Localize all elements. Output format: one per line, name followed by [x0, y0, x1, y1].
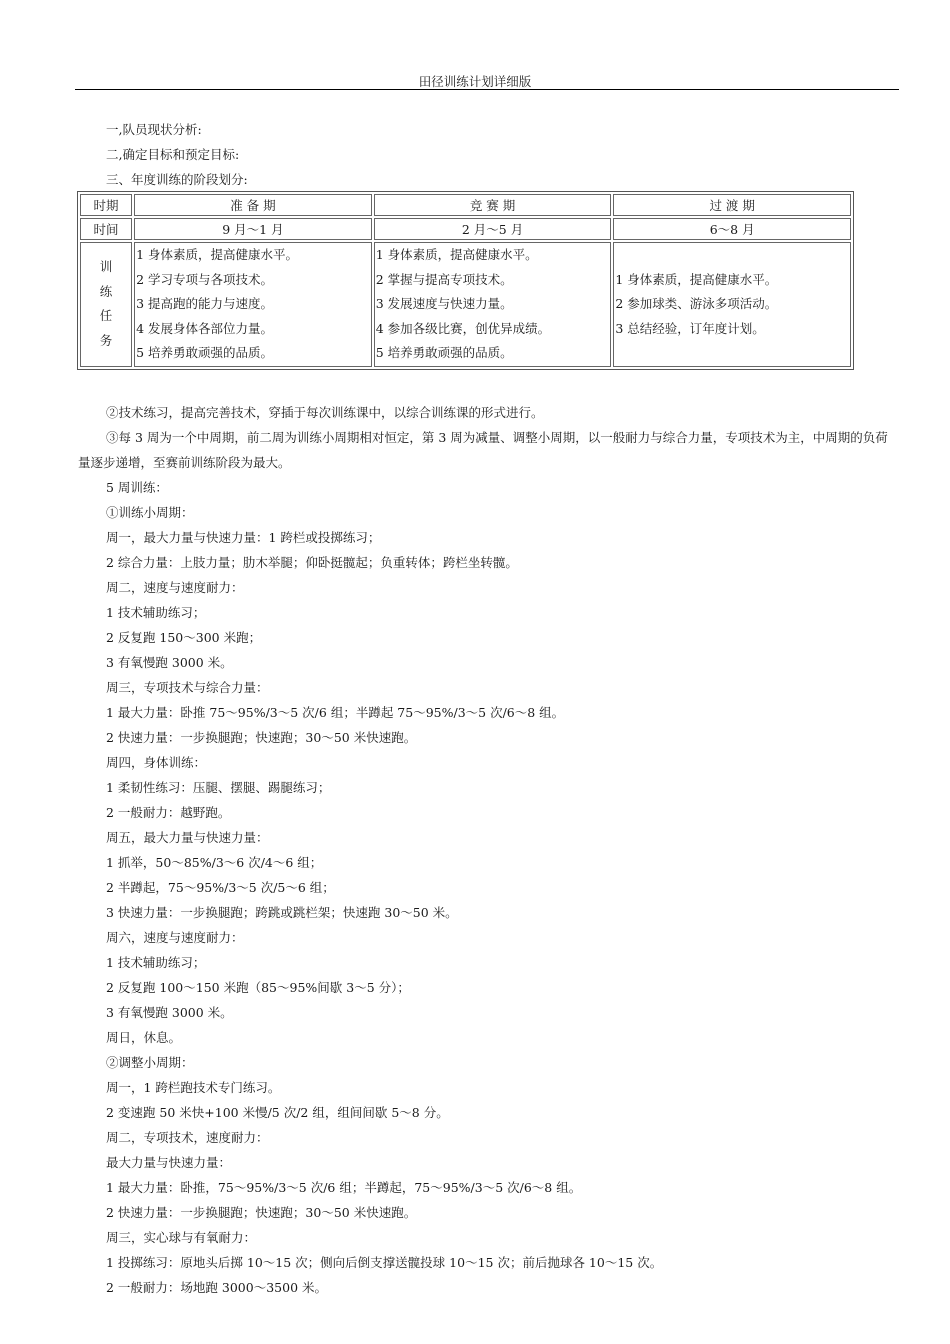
table-row	[80, 194, 851, 216]
section-heading: 三、年度训练的阶段划分:	[106, 172, 248, 187]
task-item: 2 学习专项与各项技术。	[136, 271, 274, 287]
table-cell: 9 月～1 月	[134, 218, 372, 240]
text-line: ①训练小周期：	[106, 505, 194, 520]
table-cell-task-label	[80, 242, 132, 367]
text-line: 1 最大力量：卧推，75～95%/3～5 次/6 组；半蹲起，75～95%/3～5 次/6～8 组。	[106, 1180, 582, 1195]
task-item: 1 身体素质，提高健康水平。	[375, 247, 538, 262]
text-line: 周一，1 跨栏跑技术专门练习。	[106, 1080, 281, 1095]
text-line: 3 有氧慢跑 3000 米。	[106, 1005, 233, 1020]
section-heading: 一,队员现状分析:	[106, 122, 202, 137]
table-cell-tasks	[613, 242, 851, 367]
paragraph: ③每 3 周为一个中周期，前二周为训练小周期相对恒定，第 3 周为减量、调整小周期，以一般耐力与综合力量，专项技术为主，中周期的负荷量逐步递增，至赛前训练阶段为最大。	[78, 430, 888, 470]
text-line: 2 快速力量：一步换腿跑；快速跑；30～50 米快速跑。	[106, 1205, 417, 1220]
text-line: 周日，休息。	[106, 1030, 182, 1045]
table-header-cell: 过 渡 期	[613, 194, 851, 216]
text-line: 周三，实心球与有氧耐力：	[106, 1230, 257, 1245]
text-line: 2 综合力量：上肢力量；肋木举腿；仰卧挺髋起；负重转体；跨栏坐转髋。	[106, 555, 518, 570]
text-line: 2 变速跑 50 米快+100 米慢/5 次/2 组，组间间歇 5～8 分。	[106, 1105, 449, 1120]
task-item: 3 总结经验，订年度计划。	[615, 320, 765, 336]
page-header-title: 田径训练计划详细版	[418, 74, 532, 89]
task-item: 5 培养勇敢顽强的品质。	[136, 345, 274, 360]
table-cell-tasks	[374, 242, 612, 367]
text-line: 2 一般耐力：场地跑 3000～3500 米。	[106, 1280, 327, 1295]
section-heading: 二,确定目标和预定目标:	[106, 147, 240, 162]
task-item: 1 身体素质，提高健康水平。	[615, 271, 778, 287]
task-item: 3 发展速度与快速力量。	[375, 296, 513, 311]
table-header-cell: 竞 赛 期	[374, 194, 612, 216]
table-row	[80, 242, 851, 367]
task-item: 4 发展身体各部位力量。	[136, 320, 274, 336]
text-line: 最大力量与快速力量：	[106, 1155, 232, 1170]
task-label-char: 练	[99, 283, 113, 299]
table-cell: 2 月～5 月	[374, 218, 612, 240]
text-line: 2 半蹲起，75～95%/3～5 次/5～6 组；	[106, 880, 335, 895]
task-label-char: 务	[99, 332, 113, 348]
task-label-char: 训	[99, 259, 113, 275]
table-cell-tasks	[134, 242, 372, 367]
text-line: 1 抓举，50～85%/3～6 次/4～6 组；	[106, 855, 323, 870]
task-item: 2 参加球类、游泳多项活动。	[615, 296, 778, 311]
task-item: 3 提高跑的能力与速度。	[136, 296, 274, 311]
task-item: 1 身体素质，提高健康水平。	[136, 247, 299, 262]
text-line: 2 反复跑 150～300 米跑；	[106, 630, 262, 645]
table-row	[80, 218, 851, 240]
text-line: 1 投掷练习：原地头后掷 10～15 次；侧向后倒支撑送髋投球 10～15 次；前后抛球各 10～15 次。	[106, 1255, 663, 1270]
text-line: 周三，专项技术与综合力量：	[106, 680, 269, 695]
text-line: 1 技术辅助练习；	[106, 955, 206, 970]
task-item: 2 掌握与提高专项技术。	[375, 271, 513, 287]
table-header-cell: 准 备 期	[134, 194, 372, 216]
task-label-char: 任	[99, 308, 113, 324]
text-line: 周六，速度与速度耐力：	[106, 930, 244, 945]
training-phase-table	[77, 191, 854, 370]
body-text	[78, 400, 900, 1300]
text-line: 周二，专项技术，速度耐力：	[106, 1130, 269, 1145]
text-line: 1 柔韧性练习：压腿、摆腿、踢腿练习；	[106, 780, 331, 795]
table-header-cell: 时期	[80, 194, 132, 216]
text-line: 1 技术辅助练习；	[106, 605, 206, 620]
text-line: 周一，最大力量与快速力量：1 跨栏或投掷练习；	[106, 530, 381, 545]
text-line: 3 有氧慢跑 3000 米。	[106, 655, 233, 670]
text-line: 2 一般耐力：越野跑。	[106, 805, 231, 820]
text-line: 周四，身体训练：	[106, 755, 207, 770]
text-line: 2 快速力量：一步换腿跑；快速跑；30～50 米快速跑。	[106, 730, 417, 745]
table-cell: 时间	[80, 218, 132, 240]
text-line: 5 周训练：	[106, 480, 168, 495]
text-line: 周二，速度与速度耐力：	[106, 580, 244, 595]
header-rule	[75, 89, 899, 90]
text-line: ②调整小周期：	[106, 1055, 194, 1070]
text-line: 2 反复跑 100～150 米跑（85～95%间歇 3～5 分）；	[106, 980, 410, 995]
text-line: 1 最大力量：卧推 75～95%/3～5 次/6 组；半蹲起 75～95%/3～5 次/6～8 组。	[106, 705, 565, 720]
table-cell: 6～8 月	[613, 218, 851, 240]
task-item: 5 培养勇敢顽强的品质。	[375, 345, 513, 360]
task-item: 4 参加各级比赛，创优异成绩。	[375, 320, 551, 336]
paragraph: ②技术练习，提高完善技术，穿插于每次训练课中，以综合训练课的形式进行。	[106, 405, 544, 420]
text-line: 周五，最大力量与快速力量：	[106, 830, 269, 845]
text-line: 3 快速力量：一步换腿跑；跨跳或跳栏架；快速跑 30～50 米。	[106, 905, 458, 920]
